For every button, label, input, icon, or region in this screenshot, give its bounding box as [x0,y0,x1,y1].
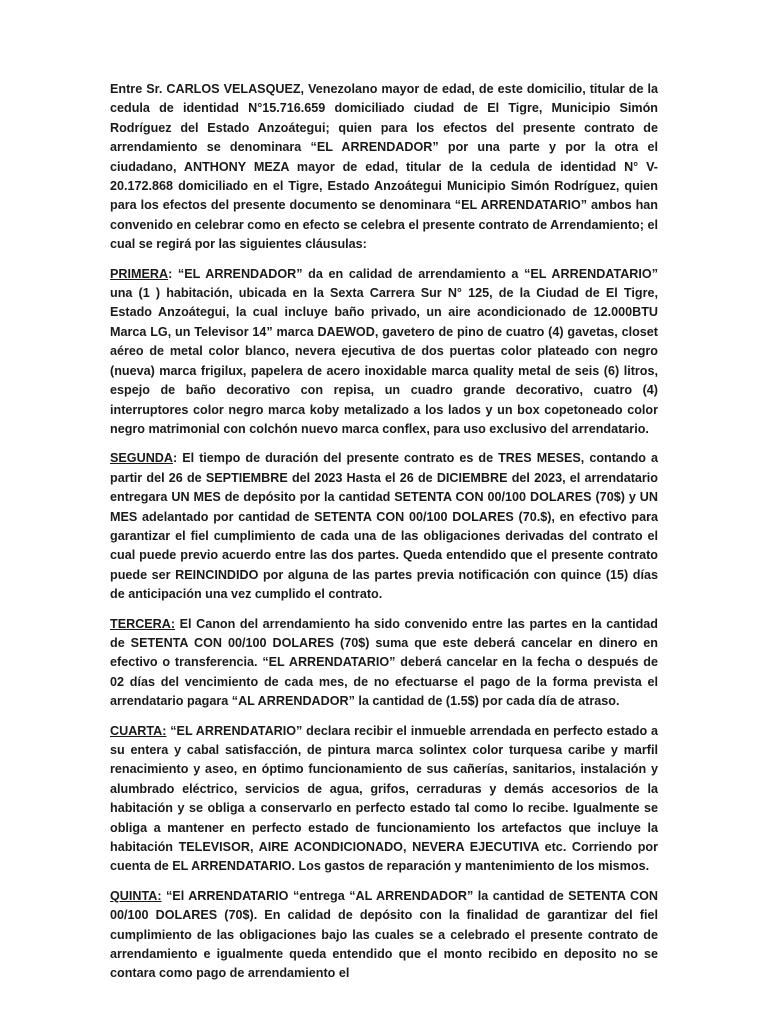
clause-text: “EL ARRENDATARIO” declara recibir el inmueble arrendada en perfecto estado a su entera y cabal satisfacción, de pintura marca solintex color turquesa caribe y marfil renacimiento y aseo, en óptimo funcionamiento de sus cañerías, sanitarios, instalación y alumbrado eléctrico, servicios de agua, grifos, cerraduras y demás accesorios de la habitación y se obliga a conservarlo en perfecto estado tal como lo recibe. Igualmente se obliga a mantener en perfecto estado de funcionamiento los artefactos que incluye la habitación TELEVISOR, AIRE ACONDICIONADO, NEVERA EJECUTIVA etc. Corriendo por cuenta de EL ARRENDATARIO. Los gastos de reparación y mantenimiento de los mismos. [110,723,658,874]
clause-heading: SEGUNDA [110,451,173,466]
clause-text: “El ARRENDATARIO “entrega “AL ARRENDADOR” la cantidad de SETENTA CON 00/100 DOLARES (70$). En calidad de depósito con la finalidad de garantizar del fiel cumplimiento de las obligaciones bajo las cuales se a celebrado el presente contrato de arrendamiento e igualmente queda entendido que el monto recibido en deposito no se contara como pago de arrendamiento el [110,888,658,981]
clause-heading: TERCERA: [110,616,176,631]
clause-heading: CUARTA: [110,723,167,738]
clause-heading: PRIMERA [110,266,169,281]
intro-paragraph: Entre Sr. CARLOS VELASQUEZ, Venezolano mayor de edad, de este domicilio, titular de la cedula de identidad N°15.716.659 domiciliado ciudad de El Tigre, Municipio Simón Rodríguez del Estado Anzoátegui; quien para los efectos del presente contrato de arrendamiento se denominara “EL ARRENDADOR” por una parte y por la otra el ciudadano, ANTHONY MEZA mayor de edad, titular de la cedula de identidad N° V-20.172.868 domiciliado en el Tigre, Estado Anzoátegui Municipio Simón Rodríguez, quien para los efectos del presente documento se denominara “EL ARRENDATARIO” ambos han convenido en celebrar como en efecto se celebra el presente contrato de Arrendamiento; el cual se regirá por las siguientes cláusulas: [110,82,658,252]
clause-cuarta [110,722,658,877]
clause-quinta [110,887,658,984]
contract-page [110,80,658,984]
clause-tercera [110,615,658,712]
clause-primera [110,265,658,440]
clause-text: : “EL ARRENDADOR” da en calidad de arrendamiento a “EL ARRENDATARIO” una (1 ) habitación, ubicada en la Sexta Carrera Sur N° 125, de la Ciudad de El Tigre, Estado Anzoátegui, la cual incluye baño privado, un aire acondicionado de 12.000BTU Marca LG, un Televisor 14” marca DAEWOD, gavetero de pino de cuatro (4) gavetas, closet aéreo de metal color blanco, nevera ejecutiva de dos puertas color plateado con negro (nueva) marca frigilux, papelera de acero inoxidable marca quality metal de seis (6) litros, espejo de baño decorativo con repisa, un cuadro grande decorativo, cuatro (4) interruptores color negro marca koby metalizado a los lados y un box copetoneado color negro matrimonial con colchón nuevo marca conflex, para uso exclusivo del arrendatario. [110,266,658,436]
clause-segunda [110,449,658,604]
clause-heading: QUINTA: [110,888,162,903]
clause-text: El Canon del arrendamiento ha sido convenido entre las partes en la cantidad de SETENTA CON 00/100 DOLARES (70$) suma que este deberá cancelar en dinero en efectivo o transferencia. “EL ARRENDATARIO” deberá cancelar en la fecha o después de 02 días del vencimiento de cada mes, de no efectuarse el pago de la forma prevista el arrendatario pagara “AL ARRENDADOR” la cantidad de (1.5$) por cada día de atraso. [110,616,658,709]
clause-text: : El tiempo de duración del presente contrato es de TRES MESES, contando a partir del 26 de SEPTIEMBRE del 2023 Hasta el 26 de DICIEMBRE del 2023, el arrendatario entregara UN MES de depósito por la cantidad SETENTA CON 00/100 DOLARES (70$) y UN MES adelantado por cantidad de SETENTA CON 00/100 DOLARES (70.$), en efectivo para garantizar el fiel cumplimiento de cada una de las obligaciones derivadas del contrato el cual puede previo acuerdo entre las dos partes. Queda entendido que el presente contrato puede ser REINCINDIDO por alguna de las partes previa notificación con quince (15) días de anticipación una vez cumplido el contrato. [110,451,658,602]
